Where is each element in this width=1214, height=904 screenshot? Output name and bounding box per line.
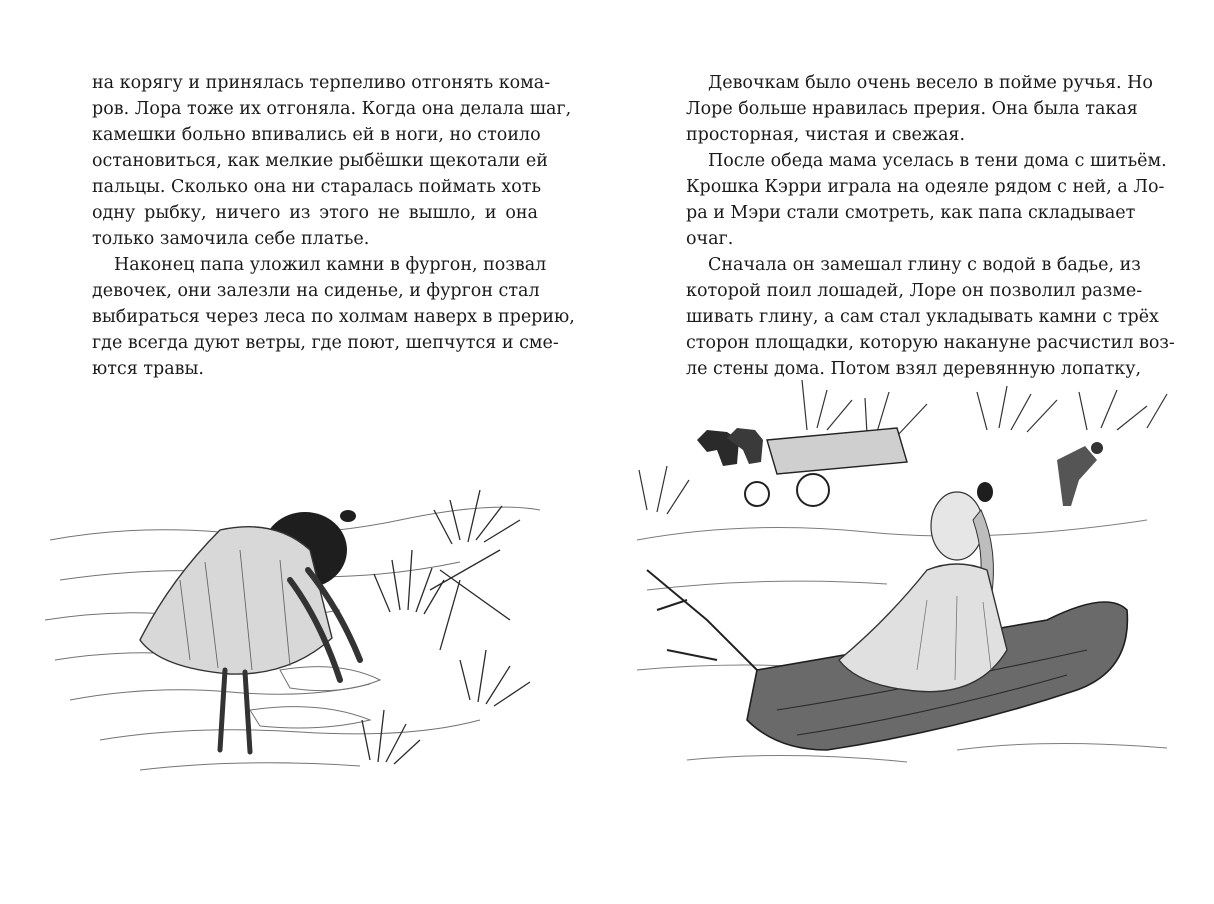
papa-figure <box>1057 442 1103 506</box>
left-page-text-line-2: ров. Лора тоже их отгоняла. Когда она делала шаг, <box>92 99 572 119</box>
right-page-text-line-5: Крошка Кэрри играла на одеяле рядом с ней, а Ло- <box>686 177 1165 197</box>
left-page-text-line-11: где всегда дуют ветры, где поют, шепчутся и сме- <box>92 333 559 353</box>
right-page-text <box>686 70 1175 382</box>
right-page-text-line-3: просторная, чистая и свежая. <box>686 125 966 145</box>
left-page-text-line-9: девочек, они залезли на сиденье, и фургон стал <box>92 281 540 301</box>
left-page-text-line-12: ются травы. <box>92 359 204 379</box>
right-page-text-line-1: Девочкам было очень весело в пойме ручья. Но <box>708 73 1153 93</box>
right-page-text-line-8: Сначала он замешал глину с водой в бадье, из <box>708 255 1141 275</box>
left-page-text-line-1: на корягу и принялась терпеливо отгонять кома- <box>92 73 551 93</box>
wagon-and-horses <box>697 428 907 506</box>
right-page-text-line-10: шивать глину, а сам стал укладывать камни с трёх <box>686 307 1159 327</box>
left-page-text-line-3: камешки больно впивались ей в ноги, но стоило <box>92 125 541 145</box>
left-page-text-line-6: одну рыбку, ничего из этого не вышло, и она <box>92 203 538 223</box>
illustration-prairie-scene <box>627 370 1197 820</box>
left-page-text-line-4: остановиться, как мелкие рыбёшки щекотали ей <box>92 151 548 171</box>
girl-figure <box>140 510 360 752</box>
left-page-text-line-10: выбираться через леса по холмам наверх в прерию, <box>92 307 575 327</box>
right-page-text-line-4: После обеда мама уселась в тени дома с шитьём. <box>708 151 1167 171</box>
left-page-text <box>92 70 575 382</box>
right-page-text-line-12: ле стены дома. Потом взял деревянную лопатку, <box>686 359 1142 379</box>
illustration-girl-in-creek <box>40 470 560 800</box>
girl-sitting-figure <box>839 482 1007 692</box>
right-page <box>607 0 1214 904</box>
right-page-text-line-9: которой поил лошадей, Лоре он позволил разме- <box>686 281 1143 301</box>
right-page-text-line-2: Лоре больше нравилась прерия. Она была такая <box>686 99 1138 119</box>
illustration-girl-in-creek-drawing <box>40 470 560 800</box>
reeds <box>362 490 530 764</box>
left-page-text-line-5: пальцы. Сколько она ни старалась поймать хоть <box>92 177 541 197</box>
illustration-prairie-scene-drawing <box>627 370 1197 820</box>
right-page-text-line-6: ра и Мэри стали смотреть, как папа складывает <box>686 203 1136 223</box>
right-page-text-line-11: сторон площадки, которую накануне расчистил воз- <box>686 333 1175 353</box>
left-page-text-line-8: Наконец папа уложил камни в фургон, позвал <box>114 255 547 275</box>
left-page-text-line-7: только замочила себе платье. <box>92 229 370 249</box>
right-page-text-line-7: очаг. <box>686 229 734 249</box>
